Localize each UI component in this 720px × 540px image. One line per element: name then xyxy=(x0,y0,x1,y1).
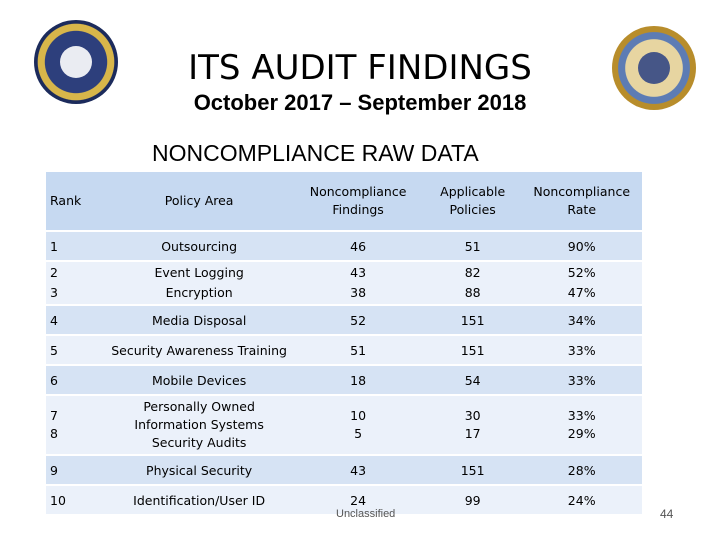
policy-area-cell: Outsourcing xyxy=(161,238,238,254)
findings-cell: 51 xyxy=(350,342,367,358)
policy-area-cell: Identification/User ID xyxy=(133,492,266,508)
policies-cell: 54 xyxy=(464,372,481,388)
rank-cell: 6 xyxy=(50,372,58,388)
rate-cell: 33% xyxy=(567,342,596,358)
rank-cell: 4 xyxy=(50,312,58,328)
rank-cell: 2 xyxy=(50,265,58,280)
section-heading: NONCOMPLIANCE RAW DATA xyxy=(152,140,479,166)
findings-cell: 46 xyxy=(350,238,367,254)
findings-cell: 18 xyxy=(350,372,367,388)
policy-area-cell: Physical Security xyxy=(146,462,253,478)
findings-cell: 43 xyxy=(350,265,367,280)
policies-cell: 151 xyxy=(460,462,485,478)
rate-cell: 90% xyxy=(567,238,596,254)
findings-cell: 10 xyxy=(350,408,367,423)
page-number: 44 xyxy=(660,507,674,521)
policy-area-cell: Security Audits xyxy=(151,435,247,450)
column-header-rate: Noncompliance Rate xyxy=(533,184,631,217)
rate-cell: 33% xyxy=(567,372,596,388)
rate-cell: 28% xyxy=(567,462,596,478)
table-row xyxy=(46,232,642,260)
findings-cell: 43 xyxy=(350,462,367,478)
rank-cell: 9 xyxy=(50,462,58,478)
rank-cell: 8 xyxy=(50,426,58,441)
rank-cell: 5 xyxy=(50,342,58,358)
policies-cell: 151 xyxy=(460,342,485,358)
policies-cell: 82 xyxy=(464,265,481,280)
rate-cell: 24% xyxy=(567,492,596,508)
rate-cell: 33% xyxy=(567,408,596,423)
page-subtitle: October 2017 – September 2018 xyxy=(193,90,527,115)
rank-cell: 7 xyxy=(50,408,58,423)
policy-area-cell: Encryption xyxy=(165,285,233,300)
policies-cell: 151 xyxy=(460,312,485,328)
column-header-policy-area: Policy Area xyxy=(164,193,234,208)
findings-cell: 52 xyxy=(350,312,367,328)
table-row xyxy=(46,366,642,394)
findings-cell: 38 xyxy=(350,285,367,300)
classification-label: Unclassified xyxy=(336,508,396,520)
policies-cell: 17 xyxy=(464,426,481,441)
policy-area-cell: Security Awareness Training xyxy=(111,342,287,358)
policy-area-cell: Personally Owned Information Systems xyxy=(134,399,264,432)
policies-cell: 99 xyxy=(464,492,481,508)
policy-area-cell: Media Disposal xyxy=(151,312,247,328)
rate-cell: 29% xyxy=(567,426,596,441)
column-header-rank: Rank xyxy=(50,193,82,208)
rank-cell: 3 xyxy=(50,285,58,300)
findings-cell: 24 xyxy=(350,492,367,508)
table-row xyxy=(46,396,642,454)
table-row xyxy=(46,336,642,364)
column-header-policies: Applicable Policies xyxy=(440,184,506,217)
policies-cell: 51 xyxy=(464,238,481,254)
findings-cell: 5 xyxy=(354,426,363,441)
policies-cell: 88 xyxy=(464,285,481,300)
table-header-row xyxy=(46,172,642,230)
column-header-findings: Noncompliance Findings xyxy=(309,184,407,217)
policy-area-cell: Mobile Devices xyxy=(152,372,247,388)
rate-cell: 52% xyxy=(567,265,596,280)
page-title: ITS AUDIT FINDINGS xyxy=(188,48,532,88)
table-row xyxy=(46,306,642,334)
policy-area-cell: Event Logging xyxy=(154,265,244,280)
noncompliance-table xyxy=(46,170,642,516)
rate-cell: 34% xyxy=(567,312,596,328)
rank-cell: 1 xyxy=(50,238,58,254)
rate-cell: 47% xyxy=(567,285,596,300)
policies-cell: 30 xyxy=(464,408,481,423)
table-row xyxy=(46,262,642,304)
rank-cell: 10 xyxy=(50,492,66,508)
table-row xyxy=(46,456,642,484)
